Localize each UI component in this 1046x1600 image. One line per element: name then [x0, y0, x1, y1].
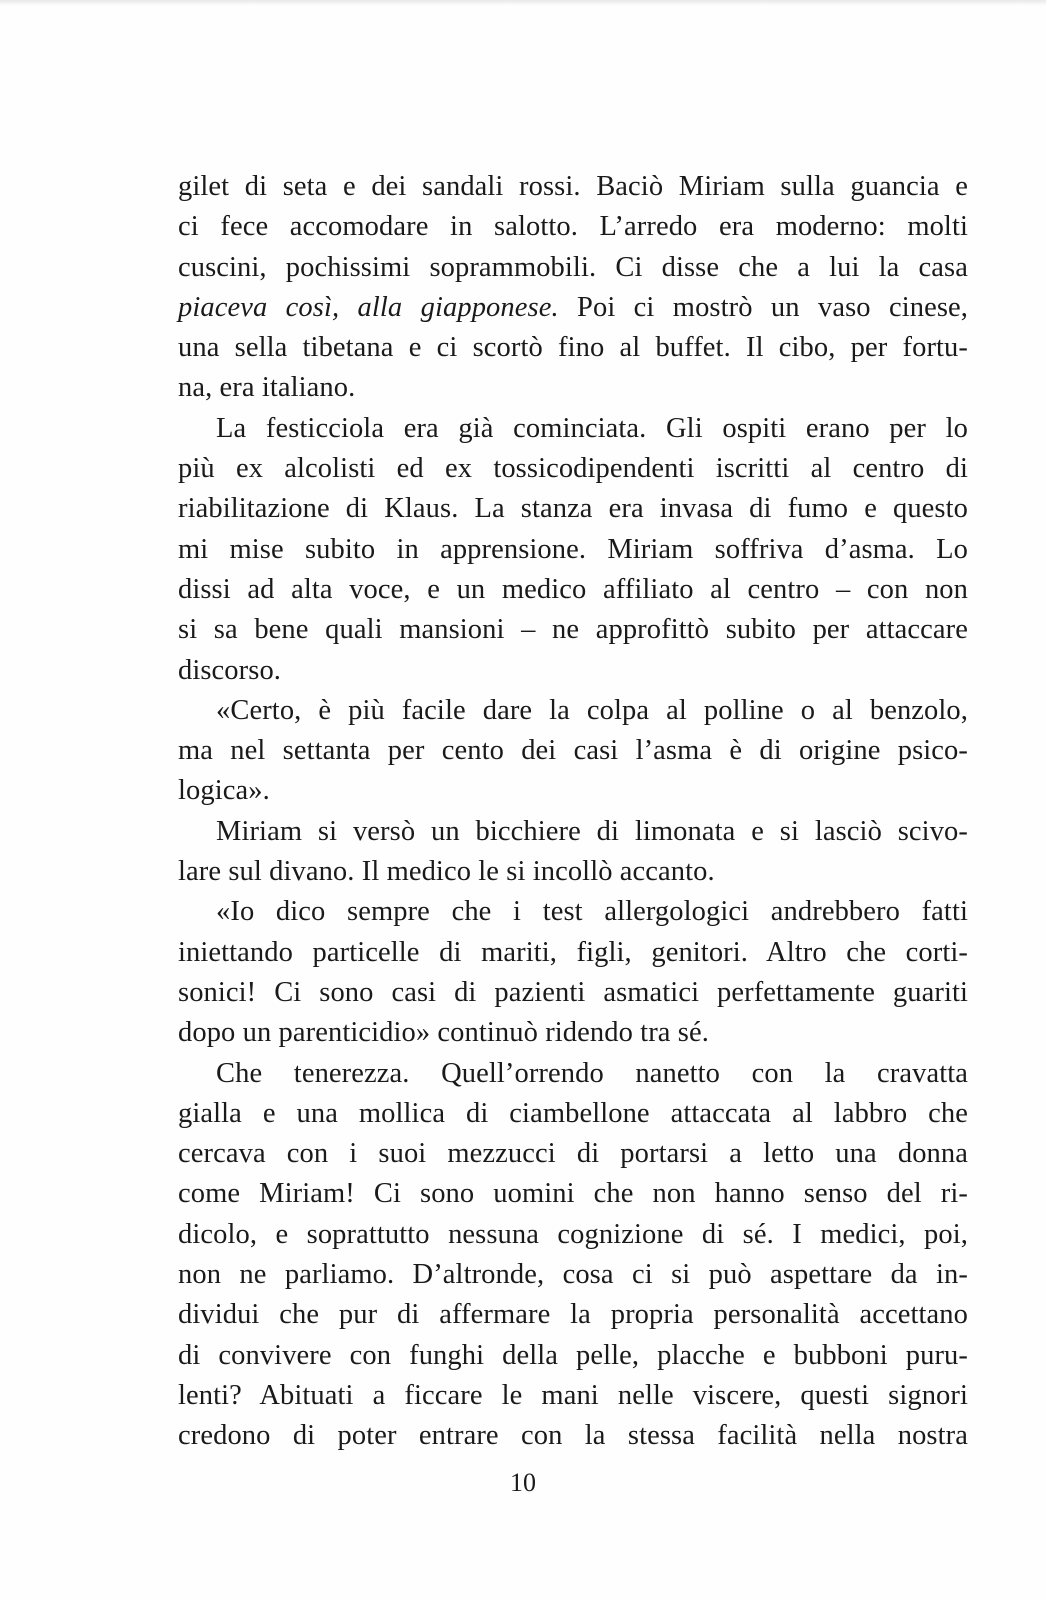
page-number: 10	[510, 1468, 536, 1497]
text-line: credono di poter entrare con la stessa facilità nella nostra	[178, 1420, 968, 1452]
text-line: non ne parliamo. D’altronde, cosa ci si può aspettare da in-	[178, 1259, 968, 1291]
text-line: logica».	[178, 775, 270, 807]
text-line: lenti? Abituati a ficcare le mani nelle viscere, questi signori	[178, 1379, 968, 1411]
text-line: riabilitazione di Klaus. La stanza era invasa di fumo e questo	[178, 493, 968, 525]
text-line: dopo un parenticidio» continuò ridendo tra sé.	[178, 1017, 709, 1049]
text-line: Che tenerezza. Quell’orrendo nanetto con la cravatta	[216, 1057, 968, 1089]
text-line: ci fece accomodare in salotto. L’arredo era moderno: molti	[178, 211, 968, 243]
text-line: «Io dico sempre che i test allergologici andrebbero fatti	[216, 896, 968, 928]
text-line: cercava con i suoi mezzucci di portarsi a letto una donna	[178, 1138, 968, 1170]
text-line: La festicciola era già cominciata. Gli ospiti erano per lo	[216, 412, 968, 444]
page-top-edge	[0, 0, 1046, 6]
text-line: mi mise subito in apprensione. Miriam soffriva d’asma. Lo	[178, 533, 968, 565]
text-line: di convivere con funghi della pelle, placche e bubboni puru-	[178, 1339, 968, 1371]
text-line: cuscini, pochissimi soprammobili. Ci disse che a lui la casa	[178, 251, 968, 283]
text-line: Miriam si versò un bicchiere di limonata e si lasciò scivo-	[216, 815, 968, 847]
text-line: na, era italiano.	[178, 372, 356, 404]
text-line: lare sul divano. Il medico le si incollò accanto.	[178, 856, 715, 888]
text-line: iniettando particelle di mariti, figli, genitori. Altro che corti-	[178, 936, 968, 968]
text-line: una sella tibetana e ci scortò fino al buffet. Il cibo, per fortu-	[178, 332, 968, 364]
text-line: piaceva così, alla giapponese. Poi ci mostrò un vaso cinese,	[178, 291, 968, 323]
text-line: più ex alcolisti ed ex tossicodipendenti iscritti al centro di	[178, 453, 968, 485]
text-line: sonici! Ci sono casi di pazienti asmatici perfettamente guariti	[178, 976, 968, 1008]
text-line: dicolo, e soprattutto nessuna cognizione di sé. I medici, poi,	[178, 1218, 968, 1250]
text-line: dissi ad alta voce, e un medico affiliato al centro – con non	[178, 573, 968, 605]
text-line: gilet di seta e dei sandali rossi. Baciò Miriam sulla guancia e	[178, 171, 968, 202]
text-line: «Certo, è più facile dare la colpa al polline o al benzolo,	[216, 694, 968, 726]
text-line: ma nel settanta per cento dei casi l’asma è di origine psico-	[178, 735, 968, 767]
text-line: dividui che pur di affermare la propria personalità accettano	[178, 1299, 968, 1331]
text-line: si sa bene quali mansioni – ne approfittò subito per attaccare	[178, 614, 968, 646]
text-line: come Miriam! Ci sono uomini che non hanno senso del ri-	[178, 1178, 968, 1210]
text-line: discorso.	[178, 654, 282, 686]
body-text	[178, 167, 968, 1457]
text-line: gialla e una mollica di ciambellone attaccata al labbro che	[178, 1097, 968, 1129]
